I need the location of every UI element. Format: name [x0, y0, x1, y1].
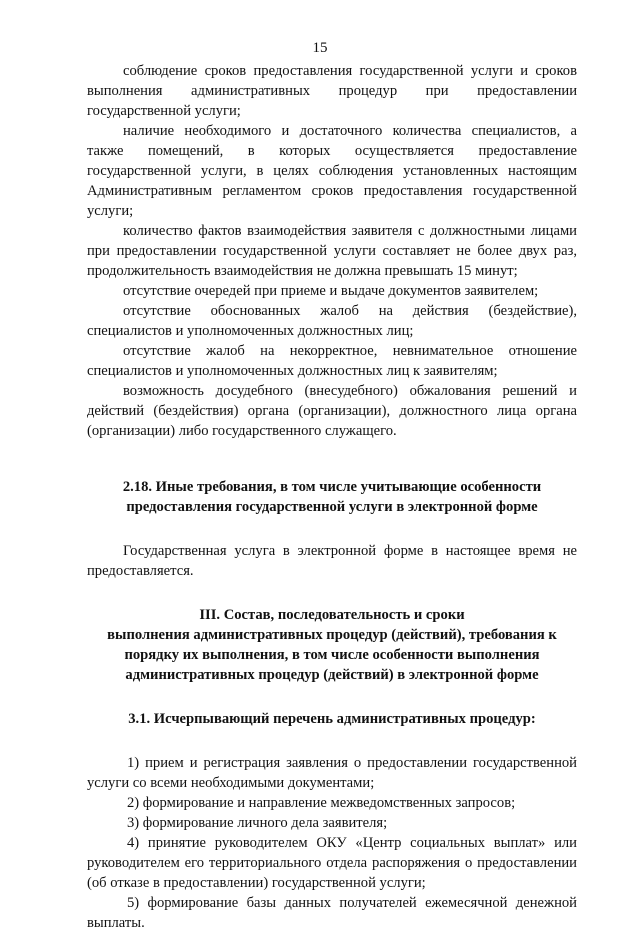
paragraph: соблюдение сроков предоставления государственной услуги и сроков выполнения административных процедур при предоставлении государственной услуги; — [87, 63, 577, 119]
paragraph: отсутствие обоснованных жалоб на действия (бездействие), специалистов и уполномоченных должностных лиц; — [87, 303, 577, 339]
section-heading-2-18-line2: предоставления государственной услуги в электронной форме — [126, 499, 538, 515]
list-item: 2) формирование и направление межведомственных запросов; — [127, 795, 516, 811]
section-3-heading-line1: III. Состав, последовательность и сроки — [199, 607, 465, 623]
paragraph: отсутствие жалоб на некорректное, невнимательное отношение специалистов и уполномоченных должностных лиц к заявителям; — [87, 343, 577, 379]
document-body — [87, 61, 577, 933]
page-number: 15 — [312, 40, 328, 56]
list-item: 3) формирование личного дела заявителя; — [127, 815, 388, 831]
list-item: 1) прием и регистрация заявления о предоставлении государственной услуги со всеми необходимыми документами; — [87, 755, 577, 791]
paragraph: количество фактов взаимодействия заявителя с должностными лицами при предоставлении государственной услуги составляет не более двух раз, продолжительность взаимодействия не должна превышать 15 минут; — [87, 223, 577, 279]
paragraph: возможность досудебного (внесудебного) обжалования решений и действий (бездействия) органа (организации), должностного лица органа (организации) либо государственного служащего. — [87, 383, 577, 439]
section-heading-2-18-line1: 2.18. Иные требования, в том числе учитывающие особенности — [122, 479, 542, 495]
paragraph: наличие необходимого и достаточного количества специалистов, а также помещений, в которых осуществляется предоставление государственной услуги, в целях соблюдения установленных настоящим Административным регламентом сроков предоставления государственной услуги; — [87, 123, 577, 219]
list-item: 4) принятие руководителем ОКУ «Центр социальных выплат» или руководителем его территориального отдела распоряжения о предоставлении (об отказе в предоставлении) государственной услуги; — [87, 835, 577, 891]
procedure-list — [87, 753, 577, 933]
list-item: 5) формирование базы данных получателей ежемесячной денежной выплаты. — [87, 895, 577, 931]
section-3-heading-line2: выполнения административных процедур (действий), требования к — [107, 627, 557, 643]
section-3-1-heading: 3.1. Исчерпывающий перечень административных процедур: — [128, 711, 536, 727]
section-3-heading-line4: административных процедур (действий) в электронной форме — [125, 667, 539, 683]
section-3-heading-line3: порядку их выполнения, в том числе особенности выполнения — [124, 647, 540, 663]
section-2-18-text: Государственная услуга в электронной форме в настоящее время не предоставляется. — [87, 543, 577, 579]
paragraph: отсутствие очередей при приеме и выдаче документов заявителем; — [123, 283, 539, 299]
